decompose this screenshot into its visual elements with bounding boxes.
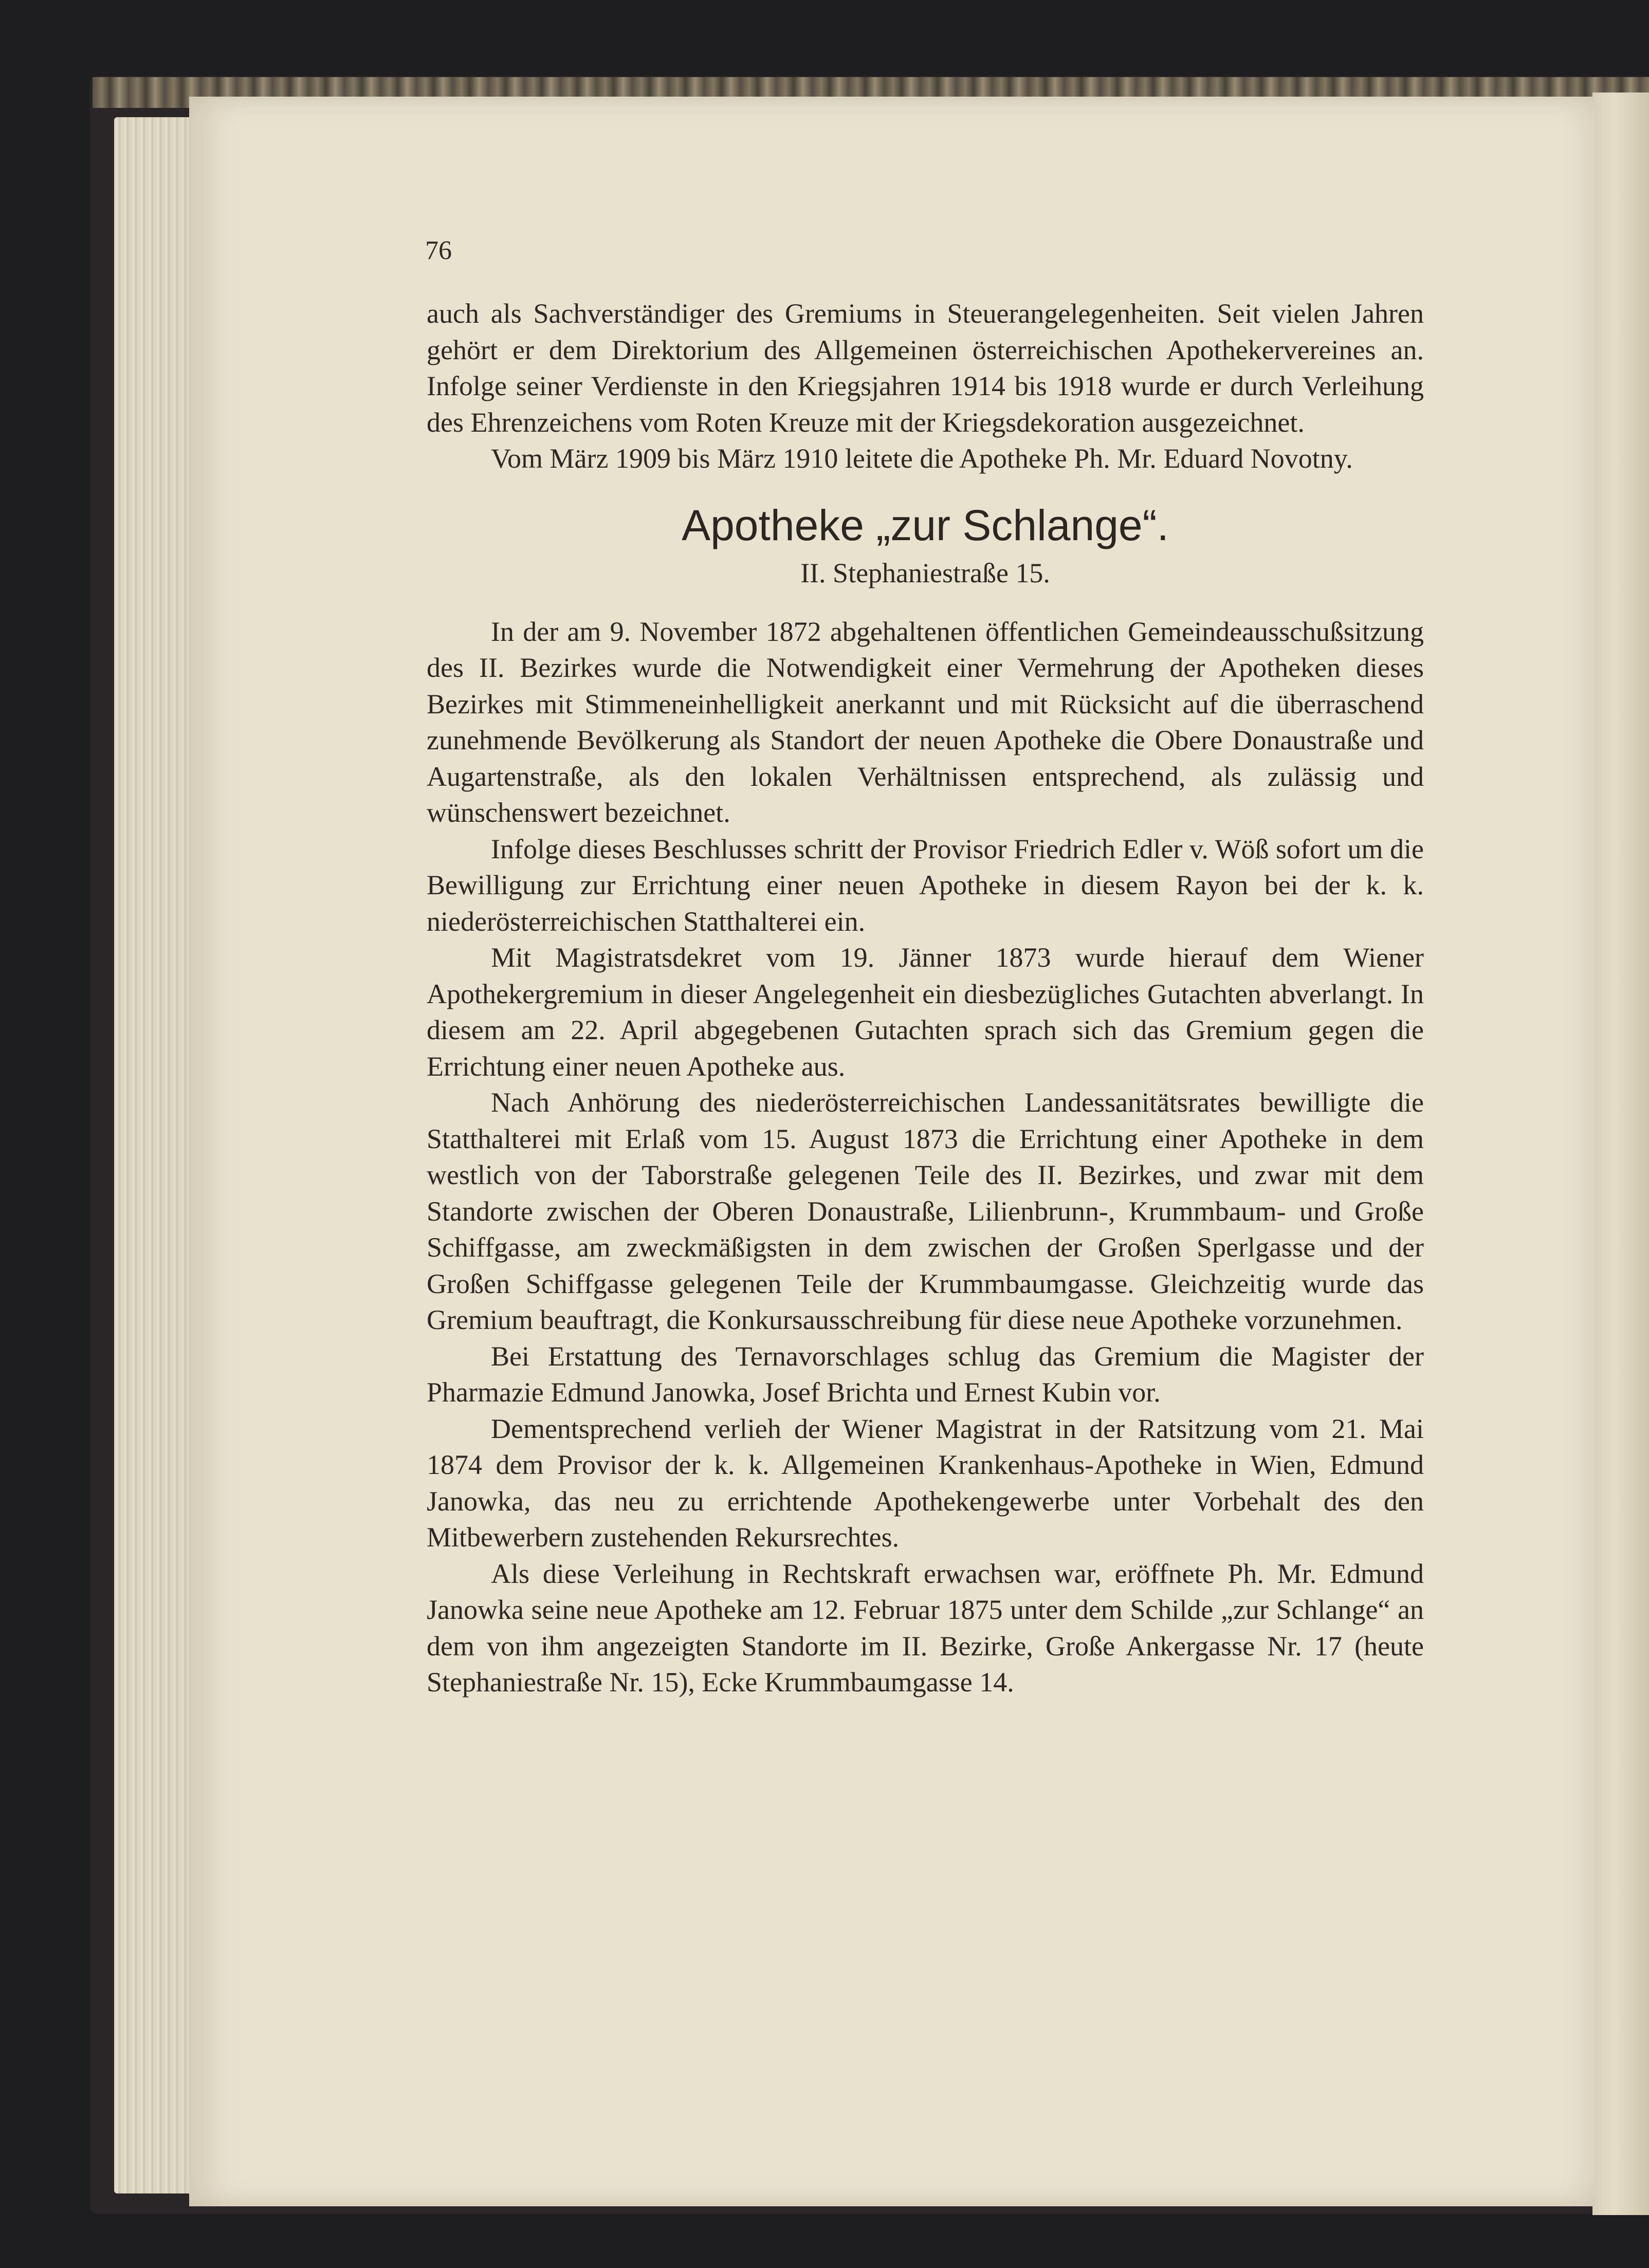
paragraph: Nach Anhörung des niederösterreichischen Landessanitätsrates bewilligte die Statthalterei mit Erlaß vom 15. August 1873 die Errichtung einer Apotheke in dem westlich von der Taborstraße gelegenen Teile des II. Bezirkes, und zwar mit dem Standorte zwischen der Oberen Donaustraße, Lilienbrunn-, Krummbaum- und Große Schiffgasse, am zweckmäßigsten in dem zwischen der Großen Sperlgasse und der Großen Schiffgasse gelegenen Teile der Krummbaumgasse. Gleichzeitig wurde das Gremium beauftragt, die Konkursausschreibung für diese neue Apotheke vorzunehmen. <box>427 1087 1424 1335</box>
paragraph: Dementsprechend verlieh der Wiener Magistrat in der Ratsitzung vom 21. Mai 1874 dem Provisor der k. k. Allgemeinen Krankenhaus-Apotheke in Wien, Edmund Janowka, das neu zu errichtende Apothekengewerbe unter Vorbehalt des den Mitbewerbern zustehenden Rekursrechtes. <box>427 1413 1424 1553</box>
page-stack-right <box>1592 93 1649 2215</box>
page-stack-left <box>114 117 201 2193</box>
paragraph: In der am 9. November 1872 abgehaltenen öffentlichen Gemeindeausschußsitzung des II. Bezirkes wurde die Notwendigkeit einer Vermehrung der Apotheken dieses Bezirkes mit Stimmeneinhelligkeit anerkannt und mit Rücksicht auf die überraschend zunehmende Bevölkerung als Standort der neuen Apotheke die Obere Donaustraße und Augartenstraße, als den lokalen Verhältnissen entsprechend, als zulässig und wünschenswert bezeichnet. <box>427 616 1424 828</box>
paragraph: auch als Sachverständiger des Gremiums in Steuerangelegenheiten. Seit vielen Jahren gehört er dem Direktorium des Allgemeinen österreichischen Apothekervereines an. Infolge seiner Verdienste in den Kriegsjahren 1914 bis 1918 wurde er durch Verleihung des Ehrenzeichens vom Roten Kreuze mit der Kriegsdekoration ausgezeichnet. <box>427 298 1424 438</box>
page-number: 76 <box>425 236 452 265</box>
paragraph: Mit Magistratsdekret vom 19. Jänner 1873 wurde hierauf dem Wiener Apothekergremium in dieser Angelegenheit ein diesbezügliches Gutachten abverlangt. In diesem am 22. April abgegebenen Gutachten sprach sich das Gremium gegen die Errichtung einer neuen Apotheke aus. <box>427 942 1424 1082</box>
paragraph: Als diese Verleihung in Rechtskraft erwachsen war, eröffnete Ph. Mr. Edmund Janowka seine neue Apotheke am 12. Februar 1875 unter dem Schilde „zur Schlange“ an dem von ihm angezeigten Standorte im II. Bezirke, Große Ankergasse Nr. 17 (heute Stephaniestraße Nr. 15), Ecke Krummbaumgasse 14. <box>427 1558 1424 1698</box>
section-title: Apotheke „zur Schlange“. <box>682 501 1169 549</box>
section-address: II. Stephaniestraße 15. <box>800 557 1050 588</box>
paragraph: Infolge dieses Beschlusses schritt der Provisor Friedrich Edler v. Wöß sofort um die Bewilligung zur Errichtung einer neuen Apotheke in diesem Rayon bei der k. k. niederösterreichischen Statthalterei ein. <box>427 833 1424 937</box>
paragraph: Bei Erstattung des Ternavorschlages schlug das Gremium die Magister der Pharmazie Edmund Janowka, Josef Brichta und Ernest Kubin vor. <box>427 1340 1424 1408</box>
paragraph: Vom März 1909 bis März 1910 leitete die Apotheke Ph. Mr. Eduard Novotny. <box>491 443 1353 474</box>
page-text <box>427 296 1424 1701</box>
